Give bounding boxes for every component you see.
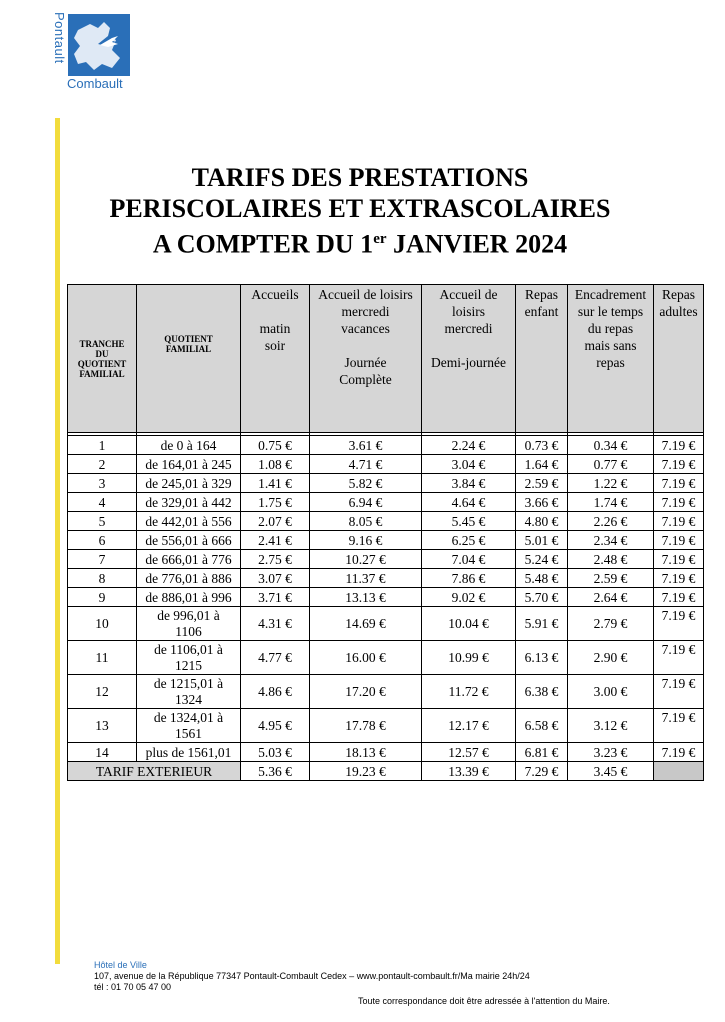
cell-quotient: de 1324,01 à 1561 xyxy=(137,709,241,743)
cell-tranche: 9 xyxy=(68,588,137,607)
cell-tranche: 1 xyxy=(68,436,137,455)
cell-exterieur-repas: 7.29 € xyxy=(516,762,568,781)
cell-repas: 5.01 € xyxy=(516,531,568,550)
cell-encadrement: 0.77 € xyxy=(568,455,654,474)
footer xyxy=(94,960,530,993)
table-row xyxy=(68,607,704,641)
cell-vacances: 13.13 € xyxy=(310,588,422,607)
cell-mercredi: 7.04 € xyxy=(422,550,516,569)
cell-vacances: 5.82 € xyxy=(310,474,422,493)
cell-encadrement: 2.48 € xyxy=(568,550,654,569)
cell-tranche: 12 xyxy=(68,675,137,709)
cell-accueils: 3.07 € xyxy=(241,569,310,588)
footer-hotel: Hôtel de Ville xyxy=(94,960,147,970)
header-repas-adultes: Repas adultes xyxy=(654,285,704,433)
cell-adultes: 7.19 € xyxy=(654,588,704,607)
cell-quotient: de 0 à 164 xyxy=(137,436,241,455)
title-line-2: PERISCOLAIRES ET EXTRASCOLAIRES xyxy=(109,194,611,223)
cell-quotient: de 556,01 à 666 xyxy=(137,531,241,550)
table-row xyxy=(68,588,704,607)
table-row xyxy=(68,512,704,531)
cell-tranche: 8 xyxy=(68,569,137,588)
cell-mercredi: 7.86 € xyxy=(422,569,516,588)
cell-encadrement: 2.79 € xyxy=(568,607,654,641)
title-line-3: A COMPTER DU 1er JANVIER 2024 xyxy=(152,229,568,259)
table-row xyxy=(68,474,704,493)
cell-tranche: 2 xyxy=(68,455,137,474)
cell-encadrement: 0.34 € xyxy=(568,436,654,455)
cell-accueils: 2.07 € xyxy=(241,512,310,531)
cell-adultes: 7.19 € xyxy=(654,531,704,550)
cell-vacances: 4.71 € xyxy=(310,455,422,474)
cell-repas: 4.80 € xyxy=(516,512,568,531)
cell-quotient: de 164,01 à 245 xyxy=(137,455,241,474)
cell-repas: 5.70 € xyxy=(516,588,568,607)
logo-emblem xyxy=(68,14,130,76)
header-accueils: Accueils matin soir xyxy=(241,285,310,433)
cell-mercredi: 3.04 € xyxy=(422,455,516,474)
cell-tranche: 3 xyxy=(68,474,137,493)
cell-adultes: 7.19 € xyxy=(654,743,704,762)
cell-mercredi: 4.64 € xyxy=(422,493,516,512)
cell-quotient: plus de 1561,01 xyxy=(137,743,241,762)
cell-quotient: de 442,01 à 556 xyxy=(137,512,241,531)
header-quotient: QUOTIENT FAMILIAL xyxy=(137,285,241,433)
table-row xyxy=(68,675,704,709)
header-repas-enfant: Repas enfant xyxy=(516,285,568,433)
cell-repas: 1.64 € xyxy=(516,455,568,474)
cell-vacances: 17.78 € xyxy=(310,709,422,743)
cell-adultes: 7.19 € xyxy=(654,512,704,531)
cell-vacances: 14.69 € xyxy=(310,607,422,641)
cell-repas: 6.81 € xyxy=(516,743,568,762)
cell-quotient: de 1106,01 à 1215 xyxy=(137,641,241,675)
tariff-table xyxy=(67,284,704,781)
cell-accueils: 4.77 € xyxy=(241,641,310,675)
cell-mercredi: 2.24 € xyxy=(422,436,516,455)
cell-tranche: 6 xyxy=(68,531,137,550)
cell-adultes: 7.19 € xyxy=(654,455,704,474)
table-row-exterieur xyxy=(68,762,704,781)
cell-mercredi: 12.17 € xyxy=(422,709,516,743)
city-logo xyxy=(52,12,142,94)
header-loisirs-mercredi: Accueil de loisirs mercredi Demi-journée xyxy=(422,285,516,433)
cell-mercredi: 3.84 € xyxy=(422,474,516,493)
cell-encadrement: 2.26 € xyxy=(568,512,654,531)
cell-vacances: 18.13 € xyxy=(310,743,422,762)
cell-mercredi: 6.25 € xyxy=(422,531,516,550)
cell-mercredi: 5.45 € xyxy=(422,512,516,531)
cell-tranche: 14 xyxy=(68,743,137,762)
cell-vacances: 9.16 € xyxy=(310,531,422,550)
cell-accueils: 1.75 € xyxy=(241,493,310,512)
cell-encadrement: 3.12 € xyxy=(568,709,654,743)
cell-encadrement: 3.00 € xyxy=(568,675,654,709)
cell-tranche: 4 xyxy=(68,493,137,512)
table-row xyxy=(68,455,704,474)
cell-repas: 6.13 € xyxy=(516,641,568,675)
cell-adultes: 7.19 € xyxy=(654,550,704,569)
cell-tranche: 5 xyxy=(68,512,137,531)
table-row xyxy=(68,436,704,455)
cell-exterieur-label: TARIF EXTERIEUR xyxy=(68,762,241,781)
cell-encadrement: 1.22 € xyxy=(568,474,654,493)
table-row xyxy=(68,493,704,512)
cell-quotient: de 245,01 à 329 xyxy=(137,474,241,493)
table-row xyxy=(68,743,704,762)
cell-repas: 6.58 € xyxy=(516,709,568,743)
cell-adultes: 7.19 € xyxy=(654,436,704,455)
cell-exterieur-adultes xyxy=(654,762,704,781)
cell-encadrement: 2.34 € xyxy=(568,531,654,550)
cell-adultes: 7.19 € xyxy=(654,569,704,588)
cell-exterieur-mercredi: 13.39 € xyxy=(422,762,516,781)
cell-adultes: 7.19 € xyxy=(654,607,704,641)
cell-mercredi: 11.72 € xyxy=(422,675,516,709)
footer-tel: tél : 01 70 05 47 00 xyxy=(94,982,172,992)
cell-encadrement: 2.59 € xyxy=(568,569,654,588)
page-title xyxy=(60,162,660,260)
footer-note: Toute correspondance doit être adressée à l'attention du Maire. xyxy=(358,996,610,1006)
cell-repas: 6.38 € xyxy=(516,675,568,709)
cell-mercredi: 10.99 € xyxy=(422,641,516,675)
cell-tranche: 10 xyxy=(68,607,137,641)
cell-quotient: de 666,01 à 776 xyxy=(137,550,241,569)
cell-vacances: 6.94 € xyxy=(310,493,422,512)
cell-encadrement: 1.74 € xyxy=(568,493,654,512)
cell-vacances: 3.61 € xyxy=(310,436,422,455)
cell-accueils: 4.95 € xyxy=(241,709,310,743)
cell-mercredi: 10.04 € xyxy=(422,607,516,641)
cell-accueils: 2.75 € xyxy=(241,550,310,569)
cell-mercredi: 9.02 € xyxy=(422,588,516,607)
header-encadrement: Encadrement sur le temps du repas mais sans repas xyxy=(568,285,654,433)
cell-vacances: 10.27 € xyxy=(310,550,422,569)
table-row xyxy=(68,569,704,588)
cell-accueils: 4.86 € xyxy=(241,675,310,709)
cell-accueils: 5.03 € xyxy=(241,743,310,762)
cell-accueils: 1.41 € xyxy=(241,474,310,493)
logo-text-pontault: Pontault xyxy=(52,12,67,64)
table-row xyxy=(68,709,704,743)
cell-mercredi: 12.57 € xyxy=(422,743,516,762)
cell-repas: 2.59 € xyxy=(516,474,568,493)
header-tranche: TRANCHE DU QUOTIENT FAMILIAL xyxy=(68,285,137,433)
cell-exterieur-encadrement: 3.45 € xyxy=(568,762,654,781)
cell-vacances: 17.20 € xyxy=(310,675,422,709)
cell-accueils: 4.31 € xyxy=(241,607,310,641)
cell-vacances: 8.05 € xyxy=(310,512,422,531)
cell-repas: 5.24 € xyxy=(516,550,568,569)
cell-adultes: 7.19 € xyxy=(654,675,704,709)
cell-repas: 0.73 € xyxy=(516,436,568,455)
cell-adultes: 7.19 € xyxy=(654,493,704,512)
cell-encadrement: 2.64 € xyxy=(568,588,654,607)
table-header-row xyxy=(68,285,704,433)
cell-quotient: de 886,01 à 996 xyxy=(137,588,241,607)
table-row xyxy=(68,550,704,569)
table-row xyxy=(68,641,704,675)
cell-vacances: 11.37 € xyxy=(310,569,422,588)
cell-encadrement: 3.23 € xyxy=(568,743,654,762)
cell-tranche: 7 xyxy=(68,550,137,569)
cell-exterieur-vacances: 19.23 € xyxy=(310,762,422,781)
cell-repas: 5.48 € xyxy=(516,569,568,588)
cell-accueils: 2.41 € xyxy=(241,531,310,550)
cell-quotient: de 776,01 à 886 xyxy=(137,569,241,588)
cell-adultes: 7.19 € xyxy=(654,641,704,675)
cell-adultes: 7.19 € xyxy=(654,709,704,743)
cell-tranche: 13 xyxy=(68,709,137,743)
logo-text-combault: Combault xyxy=(67,76,123,91)
cell-quotient: de 1215,01 à 1324 xyxy=(137,675,241,709)
cell-encadrement: 2.90 € xyxy=(568,641,654,675)
footer-address: 107, avenue de la République 77347 Pontault-Combault Cedex – www.pontault-combault.fr/Ma mairie 24h/24 xyxy=(94,971,530,981)
cell-exterieur-accueils: 5.36 € xyxy=(241,762,310,781)
table-row xyxy=(68,531,704,550)
cell-vacances: 16.00 € xyxy=(310,641,422,675)
cell-repas: 3.66 € xyxy=(516,493,568,512)
cell-accueils: 1.08 € xyxy=(241,455,310,474)
map-bird-icon xyxy=(68,14,130,76)
cell-tranche: 11 xyxy=(68,641,137,675)
title-line-1: TARIFS DES PRESTATIONS xyxy=(191,163,529,192)
cell-quotient: de 329,01 à 442 xyxy=(137,493,241,512)
cell-adultes: 7.19 € xyxy=(654,474,704,493)
cell-quotient: de 996,01 à 1106 xyxy=(137,607,241,641)
header-loisirs-vacances: Accueil de loisirs mercredi vacances Journée Complète xyxy=(310,285,422,433)
cell-accueils: 0.75 € xyxy=(241,436,310,455)
cell-accueils: 3.71 € xyxy=(241,588,310,607)
cell-repas: 5.91 € xyxy=(516,607,568,641)
